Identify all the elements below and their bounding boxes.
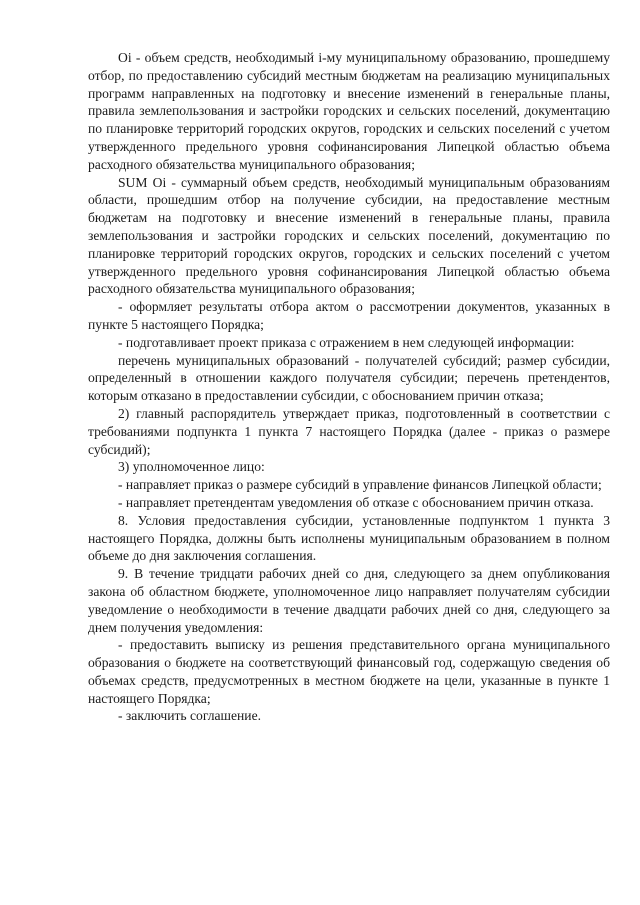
- paragraph-send-refusal: - направляет претендентам уведомления об отказе с обоснованием причин отказа.: [118, 494, 594, 510]
- paragraph-send-order: - направляет приказ о размере субсидий в управление финансов Липецкой области;: [118, 477, 602, 493]
- paragraph-order-approval: 2) главный распорядитель утверждает приказ, подготовленный в соответствии с требованиями подпункта 1 пункта 7 настоящего Порядка (далее - приказ о размере субсидий);: [88, 405, 610, 457]
- paragraph-selection-act: - оформляет результаты отбора актом о рассмотрении документов, указанных в пункте 5 настоящего Порядка;: [88, 299, 610, 332]
- paragraph-draft-order: - подготавливает проект приказа с отражением в нем следующей информации:: [118, 334, 575, 350]
- document-body: [88, 49, 610, 725]
- paragraph-authorized-person: 3) уполномоченное лицо:: [118, 459, 265, 475]
- paragraph-sum-oi-definition: SUM Oi - суммарный объем средств, необходимый муниципальным образованиям области, прошедшим отбор на получение субсидии, на предоставление местным бюджетам на подготовку и внесение изменений в генеральные планы, правила землепользования и застройки городских и сельских поселений, документацию по планировке территорий городских округов, городских и сельских поселений с учетом утвержденного предельного уровня софинансирования Липецкой областью объема расходного обязательства муниципального образования;: [88, 174, 610, 297]
- paragraph-oi-definition: Oi - объем средств, необходимый i-му муниципальному образованию, прошедшему отбор, по предоставлению субсидий местным бюджетам на реализацию муниципальных программ направленных на подготовку и внесение изменений в генеральные планы, правила землепользования и застройки городских и сельских поселений, документацию по планировке территорий городских округов, городских и сельских поселений с учетом утвержденного предельного уровня софинансирования Липецкой областью объема расходного обязательства муниципального образования;: [88, 50, 610, 172]
- paragraph-recipients-list: перечень муниципальных образований - получателей субсидий; размер субсидии, определенный в отношении каждого получателя субсидии; перечень претендентов, которым отказано в предоставлении субсидии, с обоснованием причин отказа;: [88, 352, 610, 404]
- paragraph-section-9: 9. В течение тридцати рабочих дней со дня, следующего за днем опубликования закона об областном бюджете, уполномоченное лицо направляет получателям субсидии уведомление о необходимости в течение двадцати рабочих дней со дня, следующего за днем получения уведомления:: [88, 566, 610, 635]
- paragraph-budget-extract: - предоставить выписку из решения представительного органа муниципального образования о бюджете на соответствующий финансовый год, содержащую сведения об объемах средств, предусмотренных в местном бюджете на цели, указанные в пункте 1 настоящего Порядка;: [88, 637, 610, 706]
- paragraph-sign-agreement: - заключить соглашение.: [118, 708, 262, 724]
- paragraph-section-8: 8. Условия предоставления субсидии, установленные подпунктом 1 пункта 3 настоящего Порядка, должны быть исполнены муниципальным образованием в полном объеме до дня заключения соглашения.: [88, 512, 610, 564]
